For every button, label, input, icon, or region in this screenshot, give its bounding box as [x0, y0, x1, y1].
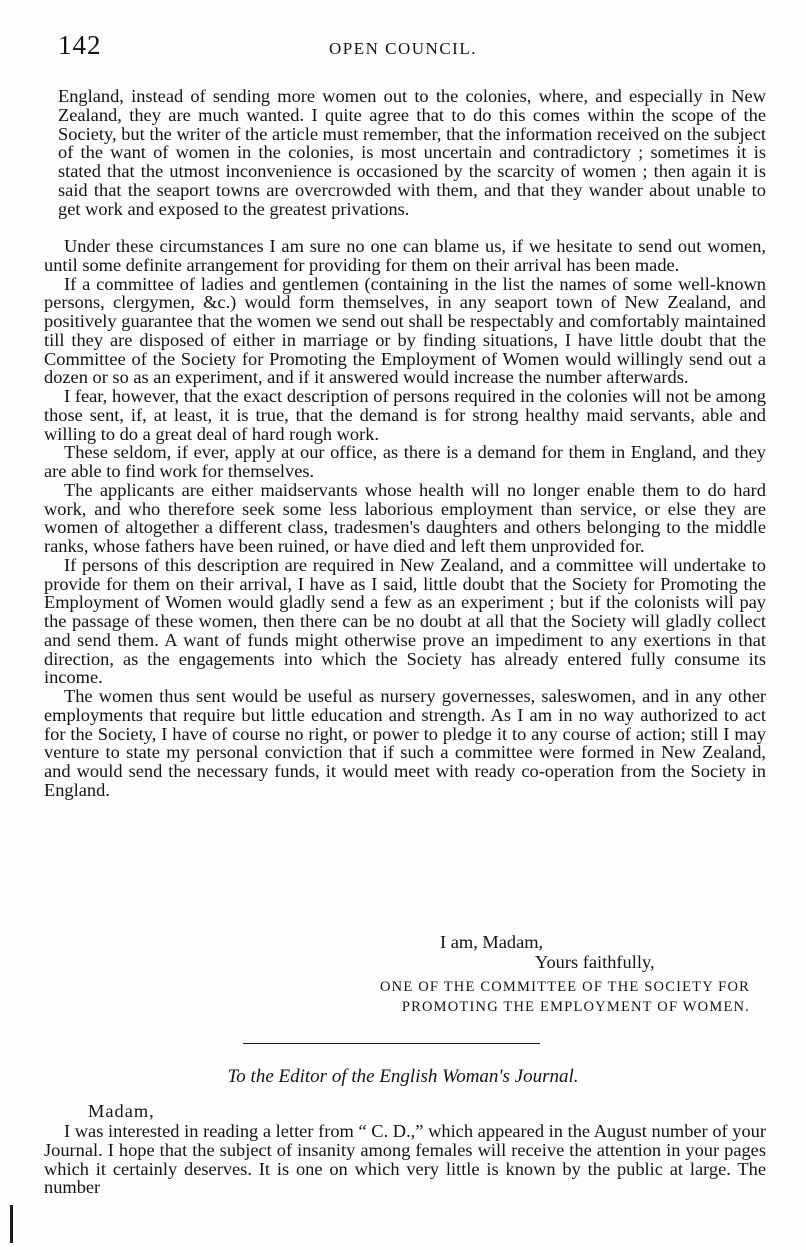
- valediction: Yours faithfully,: [535, 952, 655, 972]
- running-head: OPEN COUNCIL.: [329, 39, 477, 58]
- page-edge-rule: [10, 1205, 13, 1243]
- paragraph: If persons of this description are required in New Zealand, and a committee will undertake to provide for them on their arrival, I have as I said, little doubt that the Society for Promoting the Employment of Women would gladly send a few as an experiment ; but if the colonists will pay the passage of these women, then there can be no doubt at all that the Society will gladly collect and send them. A want of funds might otherwise prove an impediment to any exertions in that direction, as the engagements into which the Society has already entered fully consume its income.: [44, 554, 766, 688]
- paragraph: England, instead of sending more women out to the colonies, where, and especially in New Zealand, they are much wanted. I quite agree that to do this comes within the scope of the Society, but the writer of the article must remember, that the information received on the subject of the want of women in the colonies, is most uncertain and contradictory ; sometimes it is stated that the utmost inconvenience is occasioned by the scarcity of women ; then again it is said that the seaport towns are overcrowded with them, and that they wander about unable to get work and exposed to the greatest privations.: [58, 86, 766, 219]
- letter-body: [44, 1122, 766, 1197]
- letter-continuation: [58, 87, 766, 218]
- paragraph: I was interested in reading a letter from “ C. D.,” which appeared in the August number of your Journal. I hope that the subject of insanity among females will receive the attention in your pages which it certainly deserves. It is one on which very little is known by the public at large. The number: [44, 1121, 766, 1198]
- signature-line: ONE OF THE COMMITTEE OF THE SOCIETY FOR: [380, 979, 750, 995]
- paragraph: If a committee of ladies and gentlemen (containing in the list the names of some well-known persons, clergymen, &c.) would form themselves, in any seaport town of New Zealand, and positively guarantee that the women we send out shall be respectably and comfortably maintained till they are disposed of either in marriage or by finding situations, I have little doubt that the Committee of the Society for Promoting the Employment of Women would willingly send out a dozen or so as an experiment, and if it answered would increase the number afterwards.: [44, 273, 766, 388]
- paragraph: The women thus sent would be useful as nursery governesses, saleswomen, and in any other employments that require but little education and strength. As I am in no way authorized to act for the Society, I have of course no right, or power to pledge it to any course of action; still I may venture to state my personal conviction that if such a committee were formed in New Zealand, and would send the necessary funds, it would meet with ready co-operation from the Society in England.: [44, 686, 766, 800]
- page-number: 142: [58, 30, 102, 60]
- closing: I am, Madam,: [440, 932, 544, 952]
- paragraph: The applicants are either maidservants whose health will no longer enable them to do hard work, and who therefore seek some less laborious employment than service, or else they are women of altogether a different class, tradesmen's daughters and others belonging to the middle ranks, whose fathers have been ruined, or have died and left them unprovided for.: [44, 479, 766, 556]
- signature-line: PROMOTING THE EMPLOYMENT OF WOMEN.: [401, 999, 750, 1015]
- paragraph: These seldom, if ever, apply at our office, as there is a demand for them in England, and they are able to find work for themselves.: [44, 442, 766, 481]
- section-divider: [243, 1043, 540, 1044]
- page-header: [58, 30, 748, 70]
- letter-body: [44, 237, 766, 800]
- paragraph: I fear, however, that the exact description of persons required in the colonies will not be among those sent, if, at least, it is true, that the demand is for strong healthy maid servants, able and willing to do a great deal of hard rough work.: [44, 386, 766, 444]
- letter-heading: To the Editor of the English Woman's Journal.: [227, 1066, 579, 1087]
- paragraph: Under these circumstances I am sure no one can blame us, if we hesitate to send out women, until some definite arrangement for providing for them on their arrival has been made.: [44, 236, 766, 275]
- salutation: Madam,: [88, 1101, 155, 1121]
